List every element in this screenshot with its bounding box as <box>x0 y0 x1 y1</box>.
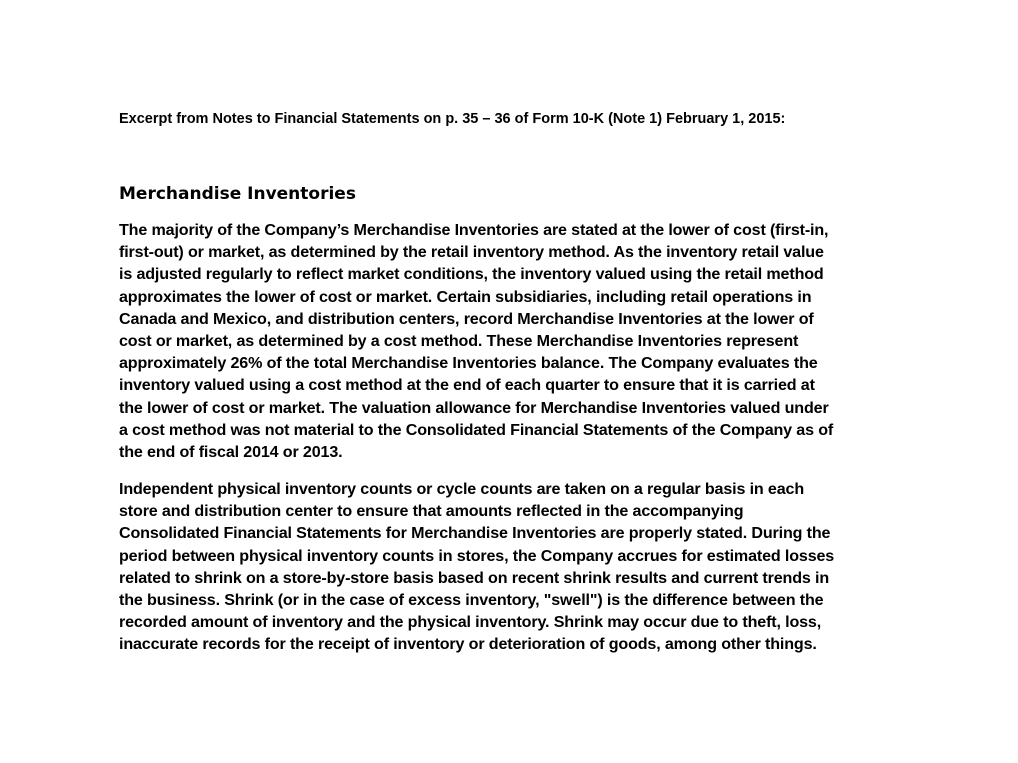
paragraph-line: inventory valued using a cost method at the end of each quarter to ensure that it is carried at <box>119 376 815 395</box>
paragraph-line: period between physical inventory counts in stores, the Company accrues for estimated losses <box>119 546 835 565</box>
paragraph-line: the end of fiscal 2014 or 2013. <box>119 443 343 462</box>
excerpt-heading: Excerpt from Notes to Financial Statements on p. 35 – 36 of Form 10-K (Note 1) February 1, 2015: <box>119 111 786 127</box>
paragraph-line: The majority of the Company’s Merchandise Inventories are stated at the lower of cost (first-in, <box>119 221 829 239</box>
paragraph-line: inaccurate records for the receipt of inventory or deterioration of goods, among other things. <box>119 635 817 654</box>
paragraph-inventory-counts <box>119 478 899 656</box>
paragraph-line: first-out) or market, as determined by the retail inventory method. As the inventory retail value <box>119 243 824 262</box>
paragraph-line: Canada and Mexico, and distribution centers, record Merchandise Inventories at the lower of <box>119 309 814 328</box>
paragraph-line: recorded amount of inventory and the physical inventory. Shrink may occur due to theft, loss, <box>119 613 822 632</box>
section-title: Merchandise Inventories <box>119 184 356 204</box>
paragraph-inventory-valuation <box>119 219 899 463</box>
paragraph-line: store and distribution center to ensure that amounts reflected in the accompanying <box>119 502 744 521</box>
paragraph-line: Independent physical inventory counts or cycle counts are taken on a regular basis in each <box>119 480 804 498</box>
paragraph-line: a cost method was not material to the Consolidated Financial Statements of the Company as of <box>119 420 834 439</box>
paragraph-line: related to shrink on a store-by-store basis based on recent shrink results and current trends in <box>119 568 830 587</box>
paragraph-line: is adjusted regularly to reflect market conditions, the inventory valued using the retail method <box>119 265 824 284</box>
paragraph-line: approximately 26% of the total Merchandise Inventories balance. The Company evaluates the <box>119 354 818 373</box>
paragraph-line: approximates the lower of cost or market. Certain subsidiaries, including retail operations in <box>119 287 812 306</box>
paragraph-line: cost or market, as determined by a cost method. These Merchandise Inventories represent <box>119 332 799 351</box>
paragraph-line: Consolidated Financial Statements for Merchandise Inventories are properly stated. During the <box>119 524 831 543</box>
paragraph-line: the business. Shrink (or in the case of excess inventory, "swell") is the difference between the <box>119 591 824 610</box>
paragraph-line: the lower of cost or market. The valuation allowance for Merchandise Inventories valued under <box>119 398 829 417</box>
